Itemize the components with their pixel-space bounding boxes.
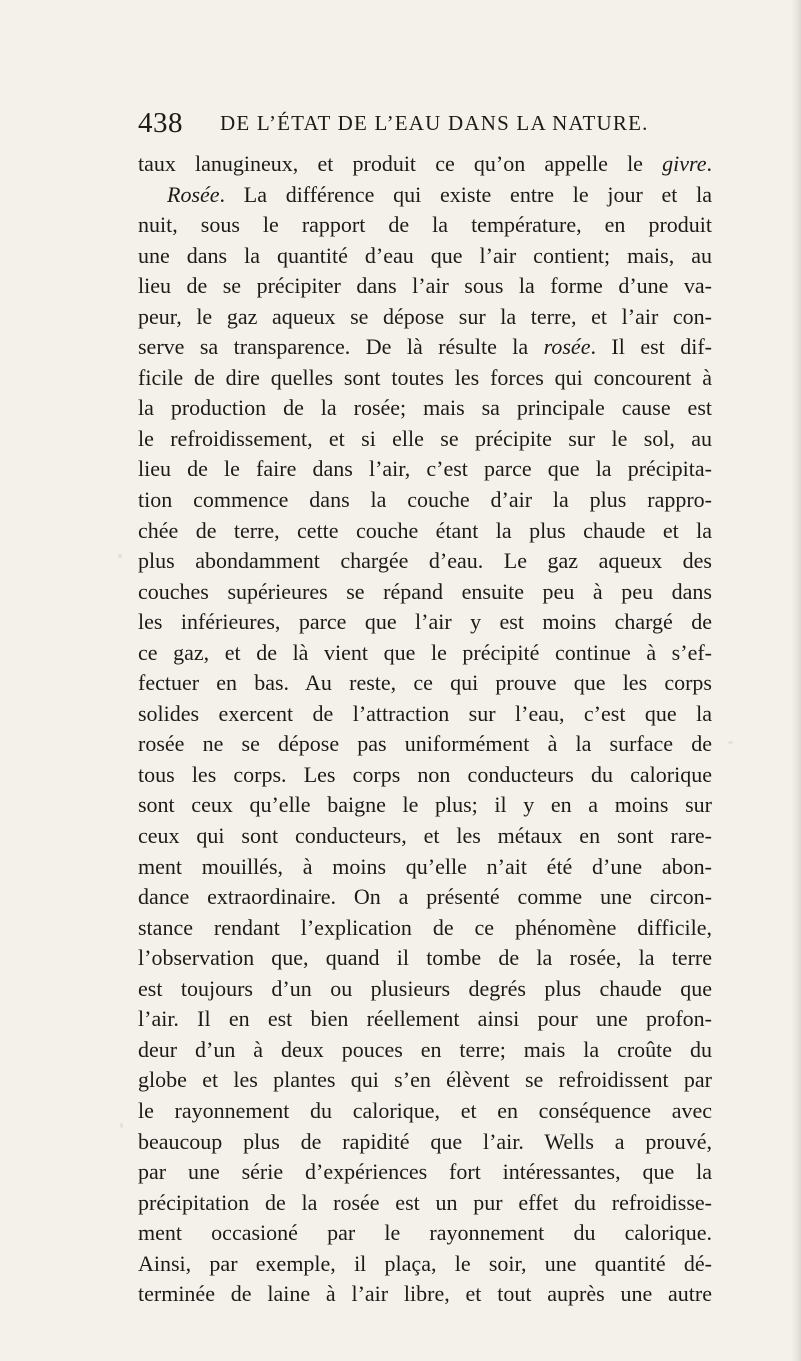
italic-term: givre: [662, 151, 707, 176]
text-line: le refroidissement, et si elle se précipite sur le sol, au: [138, 425, 712, 451]
text-line: l’air. Il en est bien réellement ainsi pour une profon-: [138, 1006, 712, 1032]
text-line: lieu de se précipiter dans l’air sous la forme d’une va-: [138, 273, 712, 299]
text-line: beaucoup plus de rapidité que l’air. Wells a prouvé,: [138, 1128, 712, 1154]
text-line: terminée de laine à l’air libre, et tout auprès une autre: [138, 1281, 712, 1307]
text-line: ce gaz, et de là vient que le précipité continue à s’ef-: [138, 639, 712, 665]
text-line: l’observation que, quand il tombe de la rosée, la terre: [138, 945, 712, 971]
paper-speck: [728, 741, 733, 744]
text-line: une dans la quantité d’eau que l’air contient; mais, au: [138, 242, 712, 268]
text-line: Ainsi, par exemple, il plaça, le soir, une quantité dé-: [138, 1250, 712, 1276]
text-line: fectuer en bas. Au reste, ce qui prouve que les corps: [138, 670, 712, 696]
text-line: le rayonnement du calorique, et en conséquence avec: [138, 1097, 712, 1123]
text-line: la production de la rosée; mais sa principale cause est: [138, 395, 712, 421]
text-line: lieu de le faire dans l’air, c’est parce que la précipita-: [138, 456, 712, 482]
text-line: sont ceux qu’elle baigne le plus; il y en a moins sur: [138, 792, 712, 818]
text-line: serve sa transparence. De là résulte la rosée. Il est dif-: [138, 334, 712, 360]
text-line: ment occasioné par le rayonnement du calorique.: [138, 1220, 712, 1246]
text-line: stance rendant l’explication de ce phénomène difficile,: [138, 914, 712, 940]
italic-term: rosée: [543, 334, 591, 360]
body-text: [138, 149, 712, 1310]
text-line: tous les corps. Les corps non conducteurs du calorique: [138, 761, 712, 787]
page-number: 438: [138, 107, 183, 139]
text-line: peur, le gaz aqueux se dépose sur la terre, et l’air con-: [138, 303, 712, 329]
paper-speck: [118, 554, 122, 558]
running-title: DE L’ÉTAT DE L’EAU DANS LA NATURE.: [220, 111, 649, 135]
text-line: les inférieures, parce que l’air y est moins chargé de: [138, 609, 712, 635]
text-line: rosée ne se dépose pas uniformément à la surface de: [138, 731, 712, 757]
text-line: précipitation de la rosée est un pur effet du refroidisse-: [138, 1189, 712, 1215]
text-line: taux lanugineux, et produit ce qu’on appelle le givre.: [138, 151, 712, 176]
text-line: tion commence dans la couche d’air la plus rappro-: [138, 487, 712, 513]
text-line: chée de terre, cette couche étant la plus chaude et la: [138, 517, 712, 543]
text-line: solides exercent de l’attraction sur l’eau, c’est que la: [138, 700, 712, 726]
section-heading: Rosée: [167, 181, 220, 207]
text-line: globe et les plantes qui s’en élèvent se refroidissent par: [138, 1067, 712, 1093]
page-edge-shadow: [791, 0, 801, 1361]
text-line: par une série d’expériences fort intéressantes, que la: [138, 1159, 712, 1185]
text-line: Rosée. La différence qui existe entre le jour et la: [167, 181, 712, 207]
text-line: couches supérieures se répand ensuite peu à peu dans: [138, 578, 712, 604]
text-line: dance extraordinaire. On a présenté comme une circon-: [138, 884, 712, 910]
page-header: [138, 103, 698, 143]
text-line: ficile de dire quelles sont toutes les forces qui concourent à: [138, 364, 712, 390]
text-line: plus abondamment chargée d’eau. Le gaz aqueux des: [138, 548, 712, 574]
text-line: nuit, sous le rapport de la température, en produit: [138, 212, 712, 238]
paper-speck: [120, 1123, 123, 1128]
text-line: ceux qui sont conducteurs, et les métaux en sont rare-: [138, 823, 712, 849]
text-line: ment mouillés, à moins qu’elle n’ait été d’une abon-: [138, 853, 712, 879]
text-line: est toujours d’un ou plusieurs degrés plus chaude que: [138, 975, 712, 1001]
text-line: deur d’un à deux pouces en terre; mais la croûte du: [138, 1036, 712, 1062]
